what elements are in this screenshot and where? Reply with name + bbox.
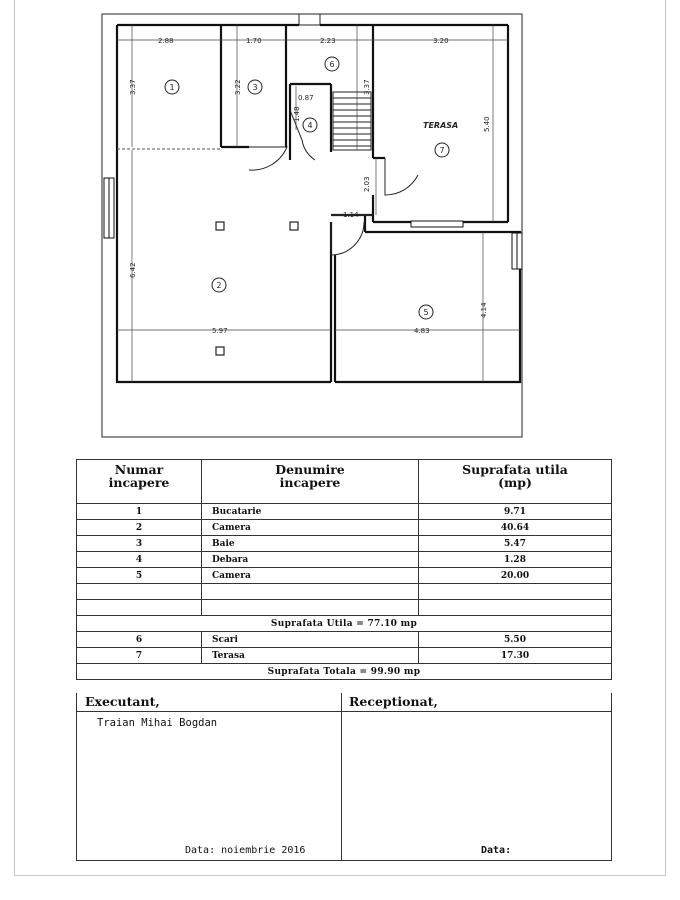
date-left: Data: noiembrie 2016 xyxy=(185,845,306,856)
dim-6-42: 6.42 xyxy=(129,262,137,278)
receptionat-column xyxy=(341,693,611,860)
rooms-table xyxy=(76,459,612,680)
table-row: 4 Debara 1.28 xyxy=(77,552,612,568)
executant-column xyxy=(77,693,342,860)
receptionat-label: Receptionat, xyxy=(341,693,611,712)
empty-row xyxy=(77,600,612,616)
room-number-7: 7 xyxy=(439,146,445,155)
dimension-labels xyxy=(129,37,491,335)
executant-name: Traian Mihai Bogdan xyxy=(97,717,218,729)
header-numar: Numar incapere xyxy=(77,460,202,504)
table-row: 6 Scari 5.50 xyxy=(77,632,612,648)
room-number-3: 3 xyxy=(252,83,258,92)
chimney xyxy=(299,14,320,25)
header-denumire: Denumire incapere xyxy=(202,460,419,504)
dim-3-22: 3.22 xyxy=(234,79,242,95)
dim-2-03: 2.03 xyxy=(363,176,371,192)
dim-2-23: 2.23 xyxy=(320,37,336,45)
dim-3-37: 3.37 xyxy=(129,79,137,95)
dim-4-14: 4.14 xyxy=(480,302,488,318)
dim-3-37b: 3.37 xyxy=(363,79,371,95)
dimension-lines xyxy=(117,25,520,382)
walls xyxy=(117,25,520,382)
suprafata-utila-row: Suprafata Utila = 77.10 mp xyxy=(77,616,612,632)
table-row: 3 Baie 5.47 xyxy=(77,536,612,552)
windows xyxy=(104,178,522,269)
dim-5-40: 5.40 xyxy=(483,116,491,132)
room-number-1: 1 xyxy=(169,83,175,92)
dim-2-88: 2.88 xyxy=(158,37,174,45)
terasa-label: TERASA xyxy=(423,121,459,130)
dim-3-20: 3.20 xyxy=(433,37,449,45)
executant-label: Executant, xyxy=(77,693,341,712)
stairs xyxy=(333,92,371,150)
dim-1-14: 1.14 xyxy=(343,211,359,219)
dim-1-70: 1.70 xyxy=(246,37,262,45)
header-suprafata: Suprafata utila (mp) xyxy=(419,460,612,504)
table-row: 2 Camera 40.64 xyxy=(77,520,612,536)
table-row: 1 Bucatarie 9.71 xyxy=(77,504,612,520)
room-number-2: 2 xyxy=(216,281,222,290)
dim-0-87: 0.87 xyxy=(298,94,314,102)
signature-block xyxy=(76,693,612,861)
room-number-4: 4 xyxy=(307,121,313,130)
dim-1-48: 1.48 xyxy=(293,106,301,122)
dim-4-83: 4.83 xyxy=(414,327,430,335)
table-row: 7 Terasa 17.30 xyxy=(77,648,612,664)
table-row: 5 Camera 20.00 xyxy=(77,568,612,584)
posts xyxy=(216,222,298,355)
room-number-6: 6 xyxy=(329,60,335,69)
date-right: Data: xyxy=(481,845,512,856)
dim-5-97: 5.97 xyxy=(212,327,228,335)
room-number-5: 5 xyxy=(423,308,429,317)
empty-row xyxy=(77,584,612,600)
suprafata-totala-row: Suprafata Totala = 99.90 mp xyxy=(77,664,612,680)
